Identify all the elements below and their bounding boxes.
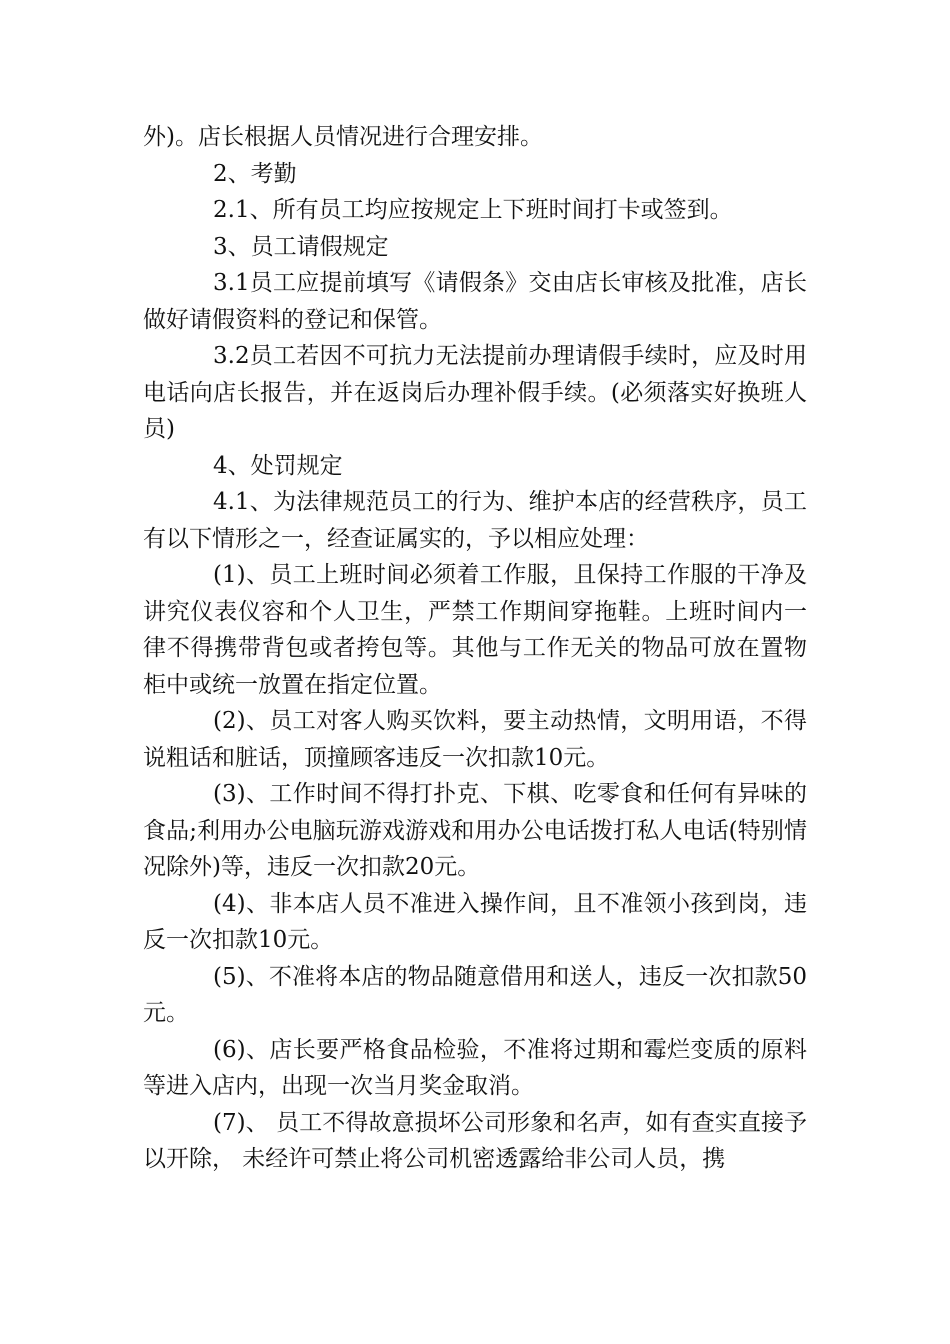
paragraph: 外)。店长根据人员情况进行合理安排。 xyxy=(143,124,543,150)
list-item: (2)、员工对客人购买饮料，要主动热情，文明用语，不得说粗话和脏话，顶撞顾客违反一次扣款10元。 xyxy=(143,708,807,771)
section-heading-penalties: 4、处罚规定 xyxy=(213,452,343,479)
list-item: (7)、 员工不得故意损坏公司形象和名声，如有查实直接予以开除， 未经许可禁止将公司机密透露给非公司人员，携 xyxy=(143,1109,807,1172)
section-heading-attendance: 2、考勤 xyxy=(213,160,297,187)
paragraph: 4.1、为法律规范员工的行为、维护本店的经营秩序，员工有以下情形之一，经查证属实的，予以相应处理： xyxy=(143,489,807,552)
list-item: (3)、工作时间不得打扑克、下棋、吃零食和任何有异味的食品;利用办公电脑玩游戏游戏和用办公电话拨打私人电话(特别情况除外)等，违反一次扣款20元。 xyxy=(143,781,807,880)
list-item: (1)、员工上班时间必须着工作服，且保持工作服的干净及讲究仪表仪容和个人卫生，严禁工作期间穿拖鞋。上班时间内一律不得携带背包或者挎包等。其他与工作无关的物品可放在置物柜中或统一放置在指定位置。 xyxy=(143,562,807,698)
list-item: (4)、非本店人员不准进入操作间，且不准领小孩到岗，违反一次扣款10元。 xyxy=(143,890,807,953)
paragraph: 2.1、所有员工均应按规定上下班时间打卡或签到。 xyxy=(213,197,733,223)
paragraph: 3.1员工应提前填写《请假条》交由店长审核及批准，店长做好请假资料的登记和保管。 xyxy=(143,270,807,333)
section-heading-leave: 3、员工请假规定 xyxy=(213,233,389,260)
paragraph: 3.2员工若因不可抗力无法提前办理请假手续时，应及时用电话向店长报告，并在返岗后办理补假手续。(必须落实好换班人员) xyxy=(143,343,807,442)
list-item: (5)、不准将本店的物品随意借用和送人，违反一次扣款50元。 xyxy=(143,963,807,1026)
list-item: (6)、店长要严格食品检验，不准将过期和霉烂变质的原料等进入店内，出现一次当月奖金取消。 xyxy=(143,1036,807,1099)
document-body xyxy=(143,119,807,1178)
